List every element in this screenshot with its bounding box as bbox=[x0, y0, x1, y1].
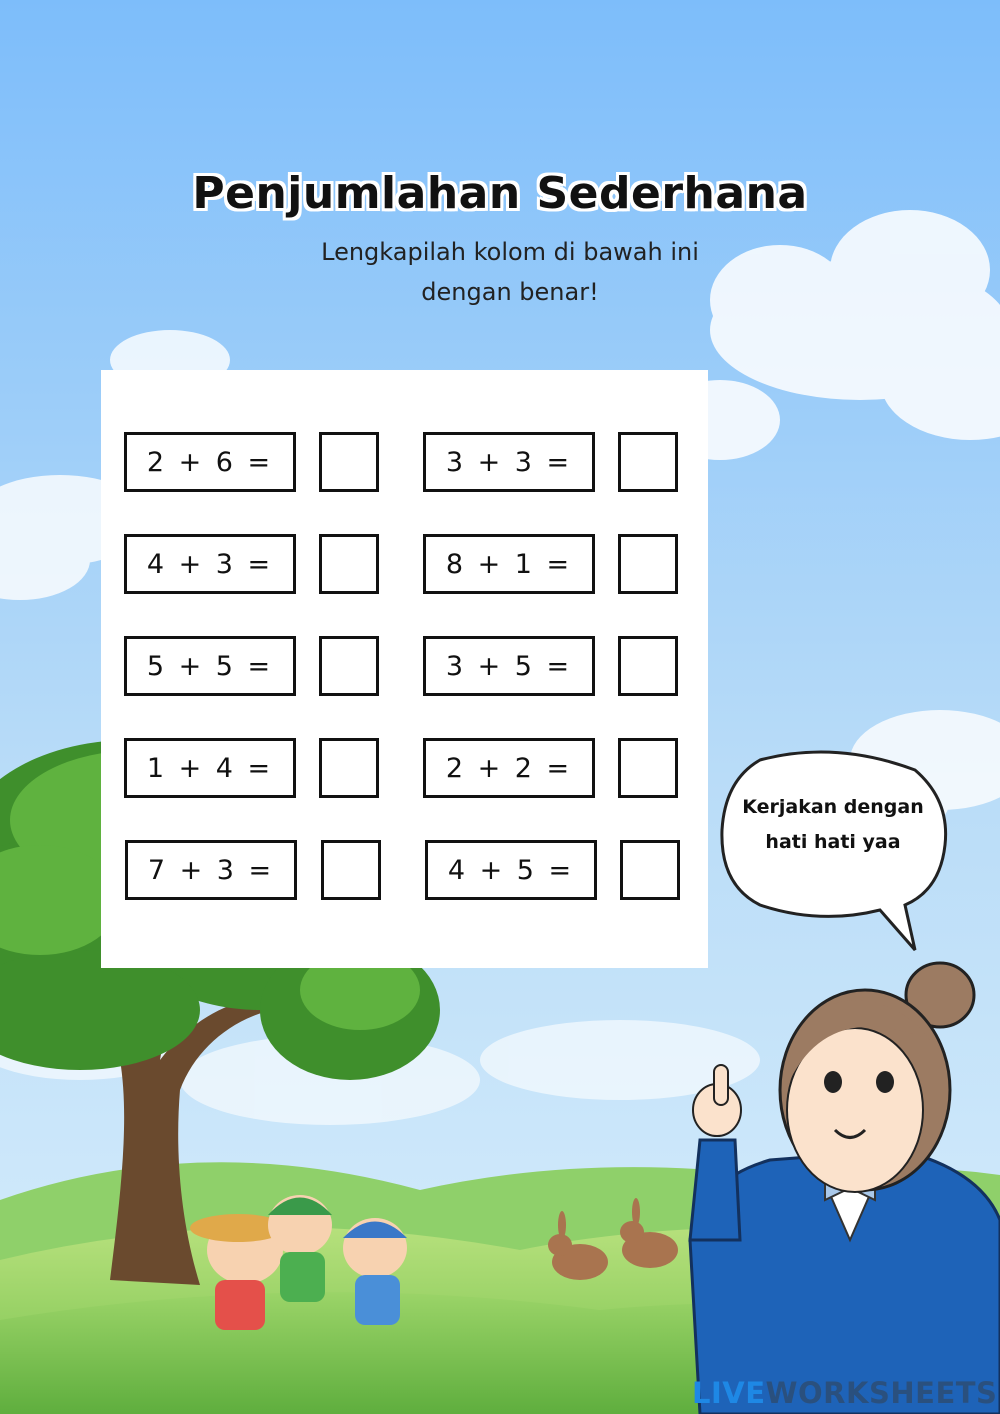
problem-9-expression: 7 + 3 = bbox=[125, 840, 297, 900]
problem-8-expression: 2 + 2 = bbox=[423, 738, 595, 798]
problem-7-answer-box[interactable] bbox=[319, 738, 379, 798]
brand-live: LIVE bbox=[692, 1376, 766, 1410]
problem-4-expression: 8 + 1 = bbox=[423, 534, 595, 594]
problem-5-answer-box[interactable] bbox=[319, 636, 379, 696]
problem-5-expression: 5 + 5 = bbox=[124, 636, 296, 696]
problem-10-answer-box[interactable] bbox=[620, 840, 680, 900]
problem-7-expression: 1 + 4 = bbox=[124, 738, 296, 798]
speech-bubble-text bbox=[722, 790, 944, 860]
speech-line-2: hati hati yaa bbox=[765, 831, 901, 853]
problem-1-answer-box[interactable] bbox=[319, 432, 379, 492]
problem-1-expression: 2 + 6 = bbox=[124, 432, 296, 492]
instruction-line-2: dengan benar! bbox=[421, 278, 599, 306]
problem-4-answer-box[interactable] bbox=[618, 534, 678, 594]
problem-6-answer-box[interactable] bbox=[618, 636, 678, 696]
problem-9-answer-box[interactable] bbox=[321, 840, 381, 900]
problem-2-expression: 3 + 3 = bbox=[423, 432, 595, 492]
problem-3-expression: 4 + 3 = bbox=[124, 534, 296, 594]
problem-6-expression: 3 + 5 = bbox=[423, 636, 595, 696]
speech-line-1: Kerjakan dengan bbox=[742, 796, 924, 818]
brand-worksheets: WORKSHEETS bbox=[765, 1376, 998, 1410]
liveworksheets-logo bbox=[692, 1376, 997, 1410]
instruction-line-1: Lengkapilah kolom di bawah ini bbox=[321, 238, 699, 266]
page-title: Penjumlahan Sederhana bbox=[192, 168, 808, 219]
problem-3-answer-box[interactable] bbox=[319, 534, 379, 594]
problem-10-expression: 4 + 5 = bbox=[425, 840, 597, 900]
instructions bbox=[250, 232, 770, 312]
problem-8-answer-box[interactable] bbox=[618, 738, 678, 798]
problem-2-answer-box[interactable] bbox=[618, 432, 678, 492]
